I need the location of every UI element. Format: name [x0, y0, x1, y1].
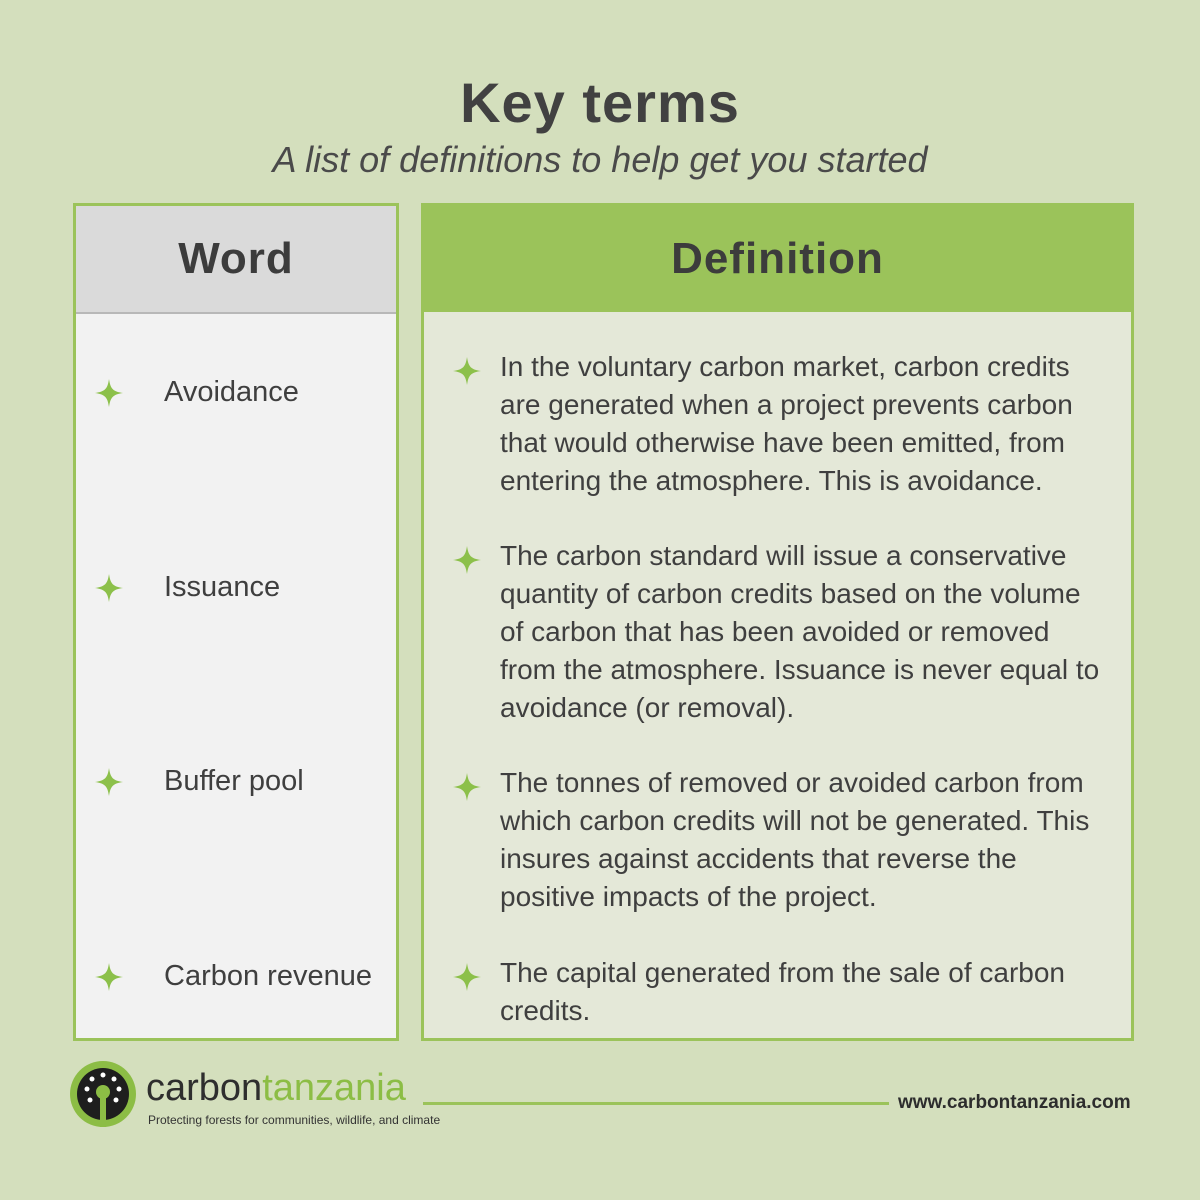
page-subtitle: A list of definitions to help get you started [272, 139, 928, 180]
four-point-star-icon [94, 573, 124, 603]
four-point-star-icon [452, 962, 482, 992]
footer-divider [423, 1102, 889, 1105]
brand-wordmark [146, 1066, 406, 1110]
four-point-star-icon [452, 356, 482, 386]
word-column [73, 203, 399, 1041]
four-point-star-icon [94, 962, 124, 992]
definition-text: The tonnes of removed or avoided carbon from which carbon credits will not be generated. This insures against accidents that reverse the positive impacts of the project. [500, 767, 1090, 912]
word-label: Carbon revenue [164, 960, 372, 992]
word-row-buffer-pool [94, 765, 304, 798]
page-title: Key terms [460, 71, 740, 134]
definition-text: The capital generated from the sale of carbon credits. [500, 957, 1066, 1026]
definition-row-avoidance [452, 348, 1112, 500]
website-url[interactable]: www.carbontanzania.com [898, 1092, 1131, 1113]
four-point-star-icon [452, 545, 482, 575]
four-point-star-icon [452, 772, 482, 802]
brand-tagline: Protecting forests for communities, wildlife, and climate [148, 1113, 441, 1127]
definition-text: The carbon standard will issue a conservative quantity of carbon credits based on the volume of carbon that has been avoided or removed from the atmosphere. Issuance is never equal to avoidance (or removal). [500, 540, 1100, 723]
definition-row-buffer-pool [452, 764, 1112, 916]
definition-row-issuance [452, 537, 1112, 727]
word-row-avoidance [94, 376, 299, 409]
brand-part-carbon: carbon [146, 1067, 263, 1109]
word-label: Avoidance [164, 376, 299, 408]
word-row-issuance [94, 571, 280, 604]
word-label: Issuance [164, 571, 281, 603]
tree-icon [68, 1059, 138, 1129]
four-point-star-icon [94, 767, 124, 797]
word-column-header: Word [76, 206, 396, 314]
four-point-star-icon [94, 378, 124, 408]
definition-text: In the voluntary carbon market, carbon credits are generated when a project prevents carbon that would otherwise have been emitted, from entering the atmosphere. This is avoidance. [500, 351, 1073, 496]
word-label: Buffer pool [164, 765, 304, 797]
definition-row-carbon-revenue [452, 954, 1112, 1030]
brand-part-tanzania: tanzania [262, 1067, 406, 1109]
definition-column [421, 203, 1134, 1041]
definition-column-header: Definition [424, 206, 1131, 312]
word-row-carbon-revenue [94, 960, 372, 993]
